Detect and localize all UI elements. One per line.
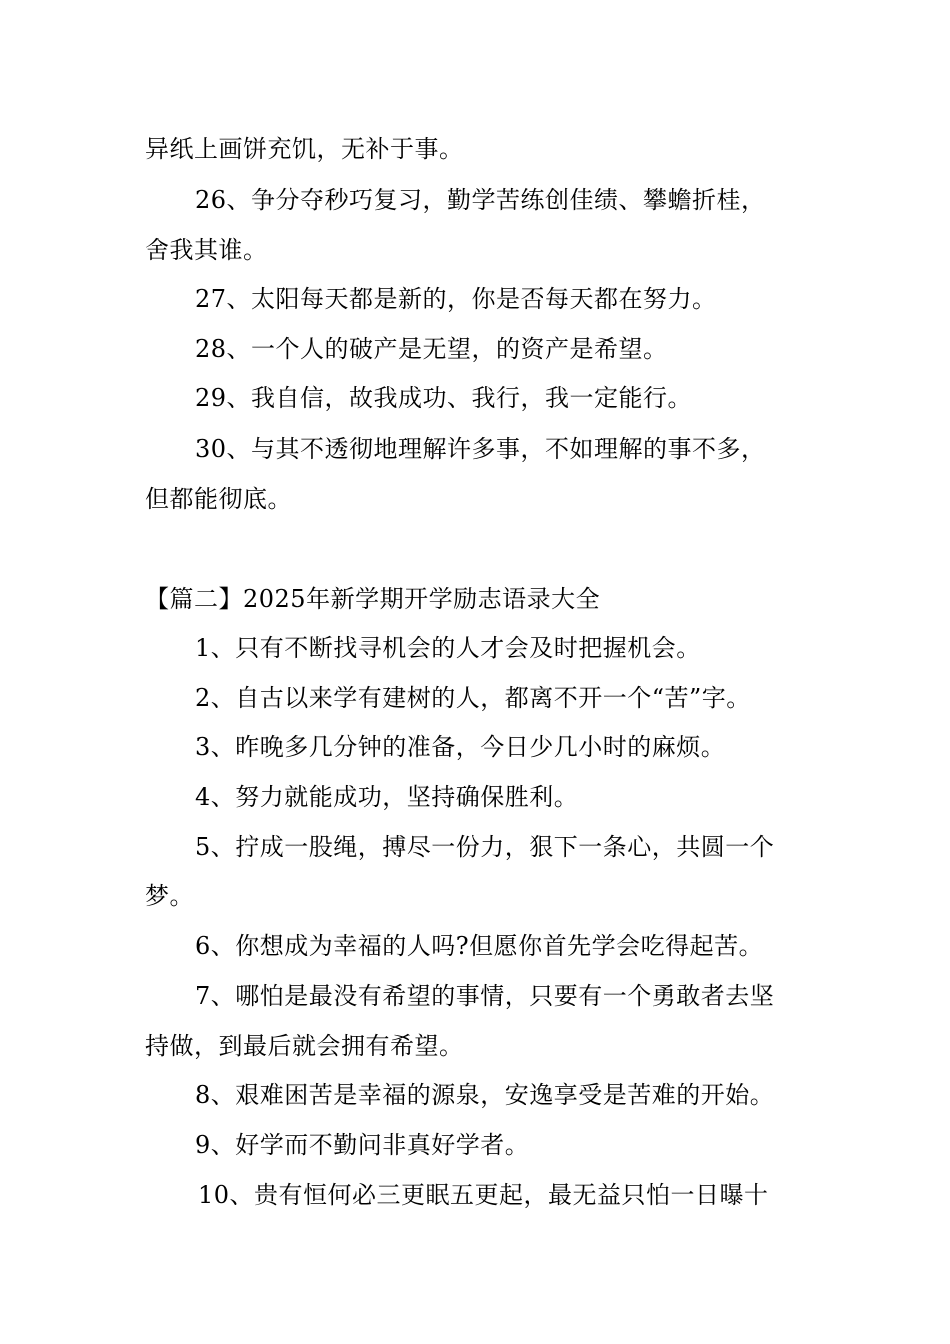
paragraph-line: 梦。 <box>145 882 194 910</box>
paragraph-line: 舍我其谁。 <box>145 236 268 264</box>
paragraph-line: 5、拧成一股绳，搏尽一份力，狠下一条心，共圆一个 <box>195 833 775 861</box>
paragraph-line: 10、贵有恒何必三更眠五更起，最无益只怕一日曝十 <box>198 1181 769 1209</box>
paragraph-line: 27、太阳每天都是新的，你是否每天都在努力。 <box>195 285 717 313</box>
paragraph-line: 7、哪怕是最没有希望的事情，只要有一个勇敢者去坚 <box>195 982 775 1010</box>
paragraph-line: 持做，到最后就会拥有希望。 <box>145 1032 464 1060</box>
paragraph-line: 6、你想成为幸福的人吗?但愿你首先学会吃得起苦。 <box>195 932 764 960</box>
paragraph-line: 但都能彻底。 <box>145 485 292 513</box>
paragraph-line: 28、一个人的破产是无望，的资产是希望。 <box>195 335 668 363</box>
section-heading: 【篇二】2025年新学期开学励志语录大全 <box>145 585 601 613</box>
paragraph-line: 4、努力就能成功，坚持确保胜利。 <box>195 783 579 811</box>
paragraph-line: 3、昨晚多几分钟的准备，今日少几小时的麻烦。 <box>195 733 726 761</box>
paragraph-line: 29、我自信，故我成功、我行，我一定能行。 <box>195 384 693 412</box>
paragraph-line: 2、自古以来学有建树的人，都离不开一个“苦”字。 <box>195 684 751 712</box>
paragraph-line: 30、与其不透彻地理解许多事，不如理解的事不多， <box>195 435 766 463</box>
paragraph-line: 异纸上画饼充饥，无补于事。 <box>145 135 464 163</box>
paragraph-line: 9、好学而不勤问非真好学者。 <box>195 1131 530 1159</box>
paragraph-line: 8、艰难困苦是幸福的源泉，安逸享受是苦难的开始。 <box>195 1081 775 1109</box>
paragraph-line: 1、只有不断找寻机会的人才会及时把握机会。 <box>195 634 701 662</box>
paragraph-line: 26、争分夺秒巧复习，勤学苦练创佳绩、攀蟾折桂， <box>195 186 766 214</box>
